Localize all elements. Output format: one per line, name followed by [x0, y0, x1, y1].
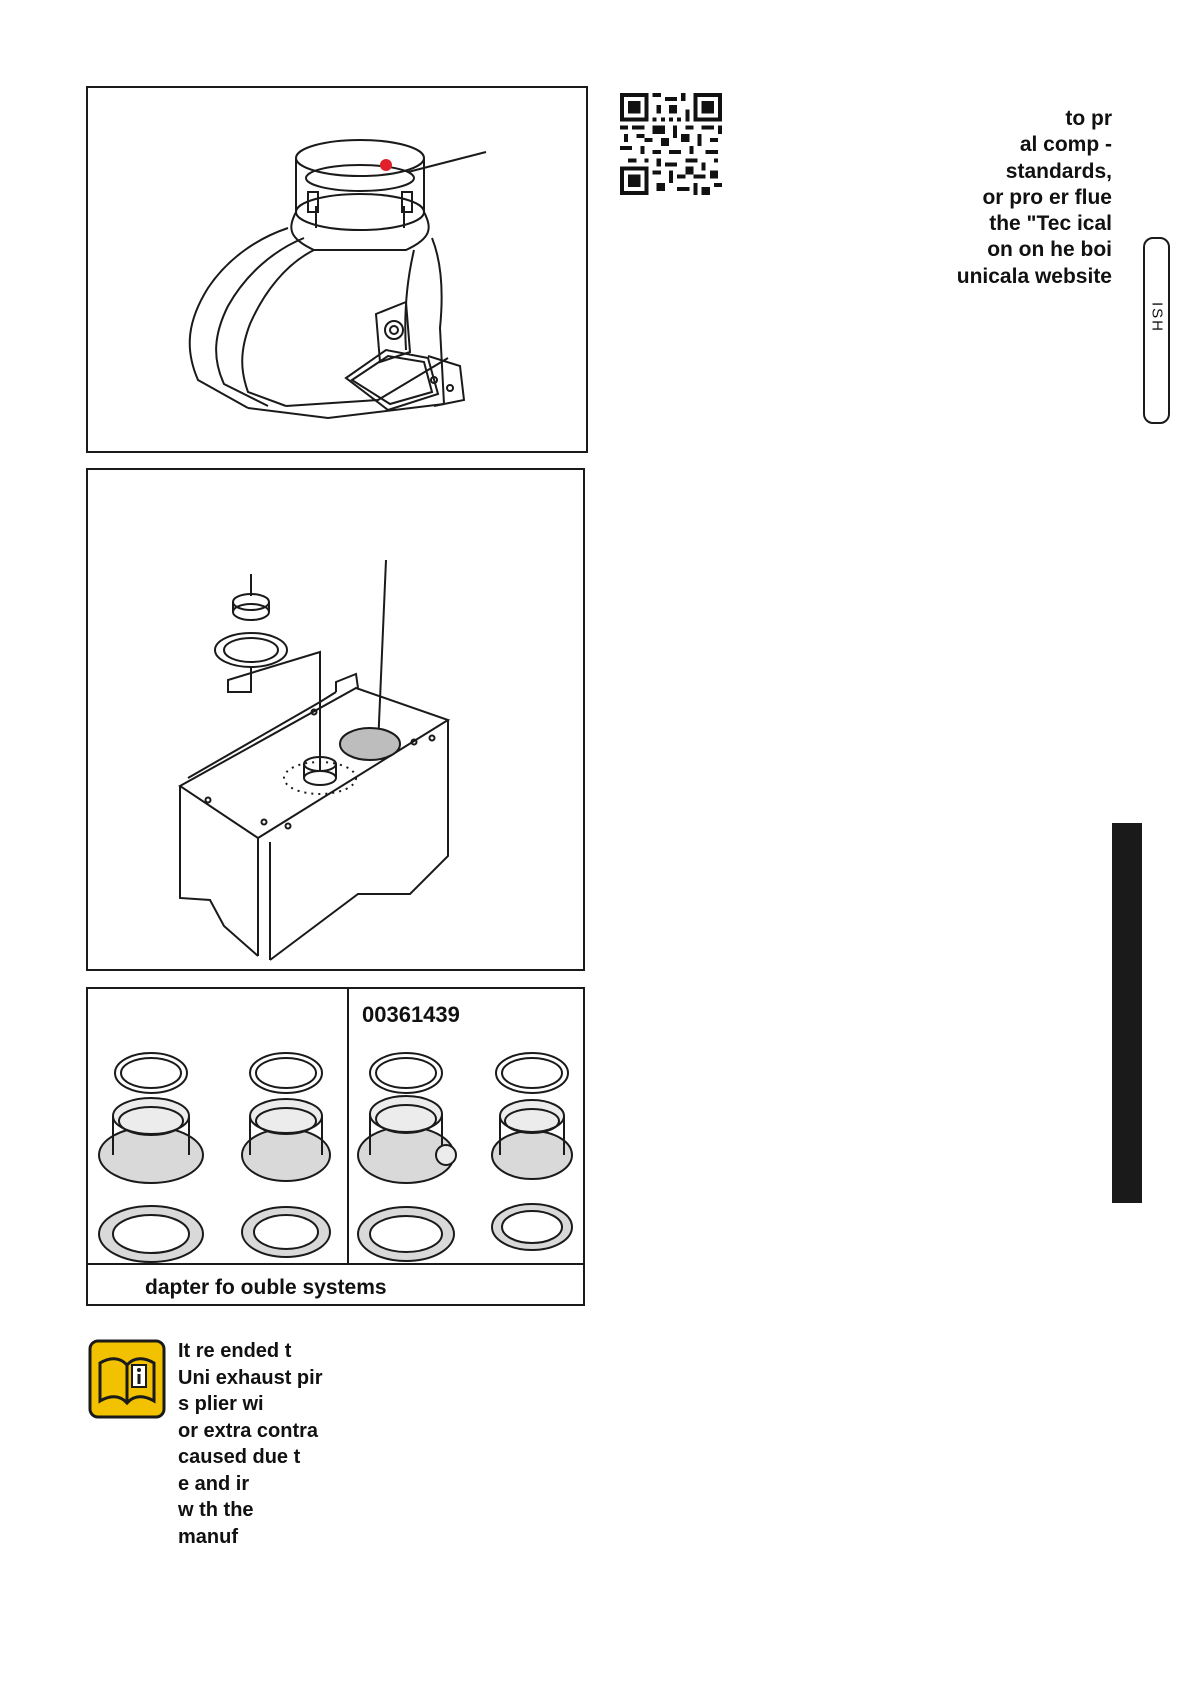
note-line: s plier wi — [178, 1393, 264, 1415]
note-line: caused due t — [178, 1446, 301, 1468]
note-line: w th the — [178, 1499, 254, 1521]
manual-info-icon — [88, 1339, 166, 1419]
right-column-text — [726, 106, 1112, 290]
adapters-drawing — [88, 989, 583, 1304]
right-line: unicala website — [956, 264, 1112, 288]
language-tab[interactable] — [1143, 237, 1170, 424]
note-line: Uni exhaust pir — [178, 1366, 323, 1389]
note-line: manuf — [178, 1525, 238, 1548]
note-line: e and ir — [178, 1472, 250, 1495]
figure-1-flue-outlet — [86, 86, 588, 453]
right-line: on on he boi — [987, 238, 1112, 262]
note-text — [178, 1338, 322, 1550]
note-line: or extra contra — [178, 1419, 319, 1442]
right-line: the "Tec ical — [989, 212, 1112, 236]
figure-3-code: 00361439 — [362, 1002, 460, 1027]
right-line: or pro er flue — [982, 185, 1112, 209]
figure-3-caption: dapter fo ouble systems — [145, 1276, 387, 1299]
right-line: standards, — [1005, 159, 1112, 183]
right-line: to pr — [1065, 107, 1112, 130]
qr-code[interactable] — [620, 93, 722, 195]
right-line: al comp - — [1019, 133, 1112, 157]
figure-3-adapters — [86, 987, 585, 1306]
figure-2-boiler-top — [86, 468, 585, 971]
note-line: It re ended t — [178, 1340, 292, 1362]
grey-cover-plate — [340, 728, 400, 760]
marker-red-dot — [380, 159, 392, 171]
language-tab-label: ISH — [1148, 301, 1165, 334]
flue-elbow-drawing — [88, 88, 586, 451]
section-marker-bar — [1112, 823, 1142, 1203]
boiler-drawing — [88, 470, 583, 969]
